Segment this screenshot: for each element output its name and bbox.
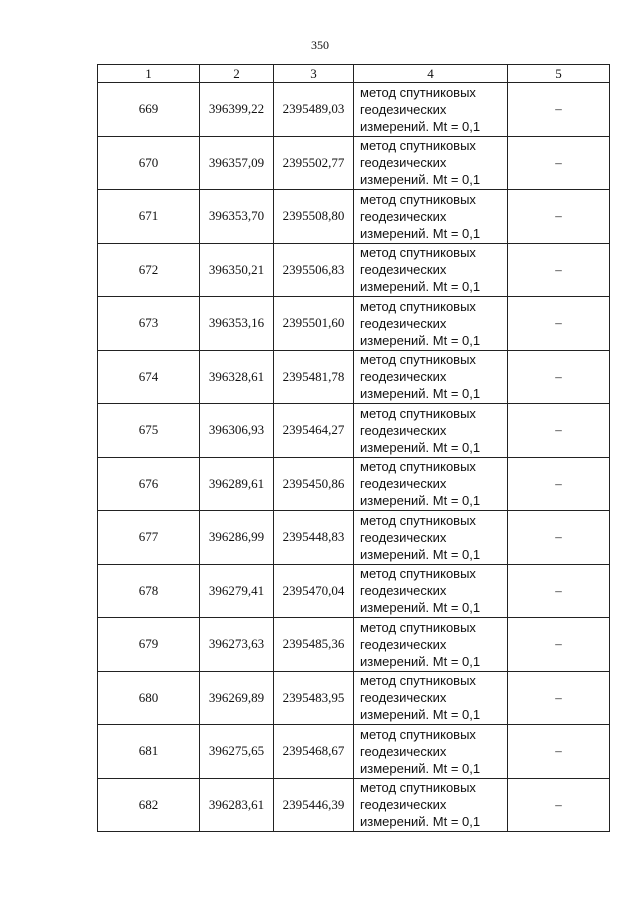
method-cell (354, 350, 508, 404)
method-line-1: метод спутниковых (360, 245, 476, 261)
y-coordinate-cell: 2395446,39 (274, 778, 354, 832)
method-line-2: геодезических (360, 208, 447, 224)
y-coordinate-cell: 2395464,27 (274, 404, 354, 458)
y-coordinate-cell: 2395483,95 (274, 671, 354, 725)
column-5-cell: – (508, 778, 610, 832)
table-row (98, 297, 610, 351)
method-line-2: геодезических (360, 476, 447, 492)
x-coordinate-cell: 396328,61 (200, 350, 274, 404)
method-line-1: метод спутниковых (360, 84, 476, 100)
method-line-3: измерений. Mt = 0,1 (360, 600, 481, 616)
method-line-3: измерений. Mt = 0,1 (360, 439, 481, 455)
method-cell (354, 243, 508, 297)
coordinates-table (97, 64, 610, 832)
table-row (98, 190, 610, 244)
table-row (98, 136, 610, 190)
method-cell (354, 136, 508, 190)
method-line-1: метод спутниковых (360, 673, 476, 689)
method-line-2: геодезических (360, 636, 447, 652)
table-row (98, 511, 610, 565)
method-line-3: измерений. Mt = 0,1 (360, 332, 481, 348)
x-coordinate-cell: 396353,16 (200, 297, 274, 351)
point-number-cell: 677 (98, 511, 200, 565)
method-cell (354, 297, 508, 351)
x-coordinate-cell: 396350,21 (200, 243, 274, 297)
x-coordinate-cell: 396399,22 (200, 83, 274, 137)
column-header-2: 2 (200, 65, 274, 83)
column-5-cell: – (508, 136, 610, 190)
column-5-cell: – (508, 404, 610, 458)
method-line-2: геодезических (360, 529, 447, 545)
point-number-cell: 681 (98, 725, 200, 779)
method-line-1: метод спутниковых (360, 298, 476, 314)
method-line-2: геодезических (360, 690, 447, 706)
x-coordinate-cell: 396286,99 (200, 511, 274, 565)
method-cell (354, 457, 508, 511)
x-coordinate-cell: 396306,93 (200, 404, 274, 458)
method-line-3: измерений. Mt = 0,1 (360, 707, 481, 723)
method-line-1: метод спутниковых (360, 780, 476, 796)
method-cell (354, 778, 508, 832)
point-number-cell: 678 (98, 564, 200, 618)
column-5-cell: – (508, 457, 610, 511)
table-row (98, 457, 610, 511)
table-row (98, 725, 610, 779)
column-5-cell: – (508, 83, 610, 137)
method-line-1: метод спутниковых (360, 405, 476, 421)
method-line-3: измерений. Mt = 0,1 (360, 225, 481, 241)
point-number-cell: 671 (98, 190, 200, 244)
method-line-3: измерений. Mt = 0,1 (360, 172, 481, 188)
method-cell (354, 618, 508, 672)
method-line-1: метод спутниковых (360, 619, 476, 635)
method-cell (354, 725, 508, 779)
x-coordinate-cell: 396283,61 (200, 778, 274, 832)
method-line-1: метод спутниковых (360, 138, 476, 154)
table-row (98, 564, 610, 618)
y-coordinate-cell: 2395489,03 (274, 83, 354, 137)
table-row (98, 671, 610, 725)
method-line-1: метод спутниковых (360, 726, 476, 742)
column-5-cell: – (508, 243, 610, 297)
table-body (98, 83, 610, 832)
y-coordinate-cell: 2395502,77 (274, 136, 354, 190)
x-coordinate-cell: 396273,63 (200, 618, 274, 672)
point-number-cell: 680 (98, 671, 200, 725)
column-5-cell: – (508, 190, 610, 244)
header-row (98, 65, 610, 83)
y-coordinate-cell: 2395468,67 (274, 725, 354, 779)
point-number-cell: 672 (98, 243, 200, 297)
method-line-2: геодезических (360, 369, 447, 385)
method-line-3: измерений. Mt = 0,1 (360, 760, 481, 776)
method-line-2: геодезических (360, 101, 447, 117)
page-number: 350 (311, 38, 329, 52)
x-coordinate-cell: 396357,09 (200, 136, 274, 190)
point-number-cell: 673 (98, 297, 200, 351)
method-cell (354, 190, 508, 244)
y-coordinate-cell: 2395450,86 (274, 457, 354, 511)
method-line-3: измерений. Mt = 0,1 (360, 653, 481, 669)
method-line-1: метод спутниковых (360, 512, 476, 528)
point-number-cell: 676 (98, 457, 200, 511)
method-line-3: измерений. Mt = 0,1 (360, 493, 481, 509)
method-line-2: геодезических (360, 797, 447, 813)
point-number-cell: 679 (98, 618, 200, 672)
table-row (98, 618, 610, 672)
column-5-cell: – (508, 511, 610, 565)
method-line-1: метод спутниковых (360, 352, 476, 368)
column-header-4: 4 (354, 65, 508, 83)
column-5-cell: – (508, 725, 610, 779)
method-line-3: измерений. Mt = 0,1 (360, 279, 481, 295)
y-coordinate-cell: 2395506,83 (274, 243, 354, 297)
point-number-cell: 669 (98, 83, 200, 137)
method-line-3: измерений. Mt = 0,1 (360, 386, 481, 402)
method-line-2: геодезических (360, 743, 447, 759)
column-5-cell: – (508, 671, 610, 725)
table-row (98, 404, 610, 458)
point-number-cell: 670 (98, 136, 200, 190)
column-5-cell: – (508, 618, 610, 672)
y-coordinate-cell: 2395448,83 (274, 511, 354, 565)
method-line-3: измерений. Mt = 0,1 (360, 546, 481, 562)
x-coordinate-cell: 396289,61 (200, 457, 274, 511)
y-coordinate-cell: 2395470,04 (274, 564, 354, 618)
method-line-1: метод спутниковых (360, 566, 476, 582)
table-row (98, 350, 610, 404)
method-line-1: метод спутниковых (360, 191, 476, 207)
table-row (98, 243, 610, 297)
method-line-3: измерений. Mt = 0,1 (360, 814, 481, 830)
method-line-2: геодезических (360, 315, 447, 331)
table-row (98, 778, 610, 832)
method-line-3: измерений. Mt = 0,1 (360, 118, 481, 134)
x-coordinate-cell: 396269,89 (200, 671, 274, 725)
x-coordinate-cell: 396275,65 (200, 725, 274, 779)
y-coordinate-cell: 2395508,80 (274, 190, 354, 244)
x-coordinate-cell: 396279,41 (200, 564, 274, 618)
point-number-cell: 674 (98, 350, 200, 404)
method-cell (354, 564, 508, 618)
column-header-5: 5 (508, 65, 610, 83)
column-5-cell: – (508, 564, 610, 618)
method-cell (354, 511, 508, 565)
y-coordinate-cell: 2395485,36 (274, 618, 354, 672)
column-5-cell: – (508, 297, 610, 351)
method-line-1: метод спутниковых (360, 459, 476, 475)
method-cell (354, 404, 508, 458)
column-header-3: 3 (274, 65, 354, 83)
method-line-2: геодезических (360, 422, 447, 438)
method-line-2: геодезических (360, 262, 447, 278)
y-coordinate-cell: 2395481,78 (274, 350, 354, 404)
y-coordinate-cell: 2395501,60 (274, 297, 354, 351)
method-line-2: геодезических (360, 583, 447, 599)
x-coordinate-cell: 396353,70 (200, 190, 274, 244)
point-number-cell: 675 (98, 404, 200, 458)
method-line-2: геодезических (360, 155, 447, 171)
column-header-1: 1 (98, 65, 200, 83)
method-cell (354, 671, 508, 725)
table-row (98, 83, 610, 137)
method-cell (354, 83, 508, 137)
column-5-cell: – (508, 350, 610, 404)
point-number-cell: 682 (98, 778, 200, 832)
